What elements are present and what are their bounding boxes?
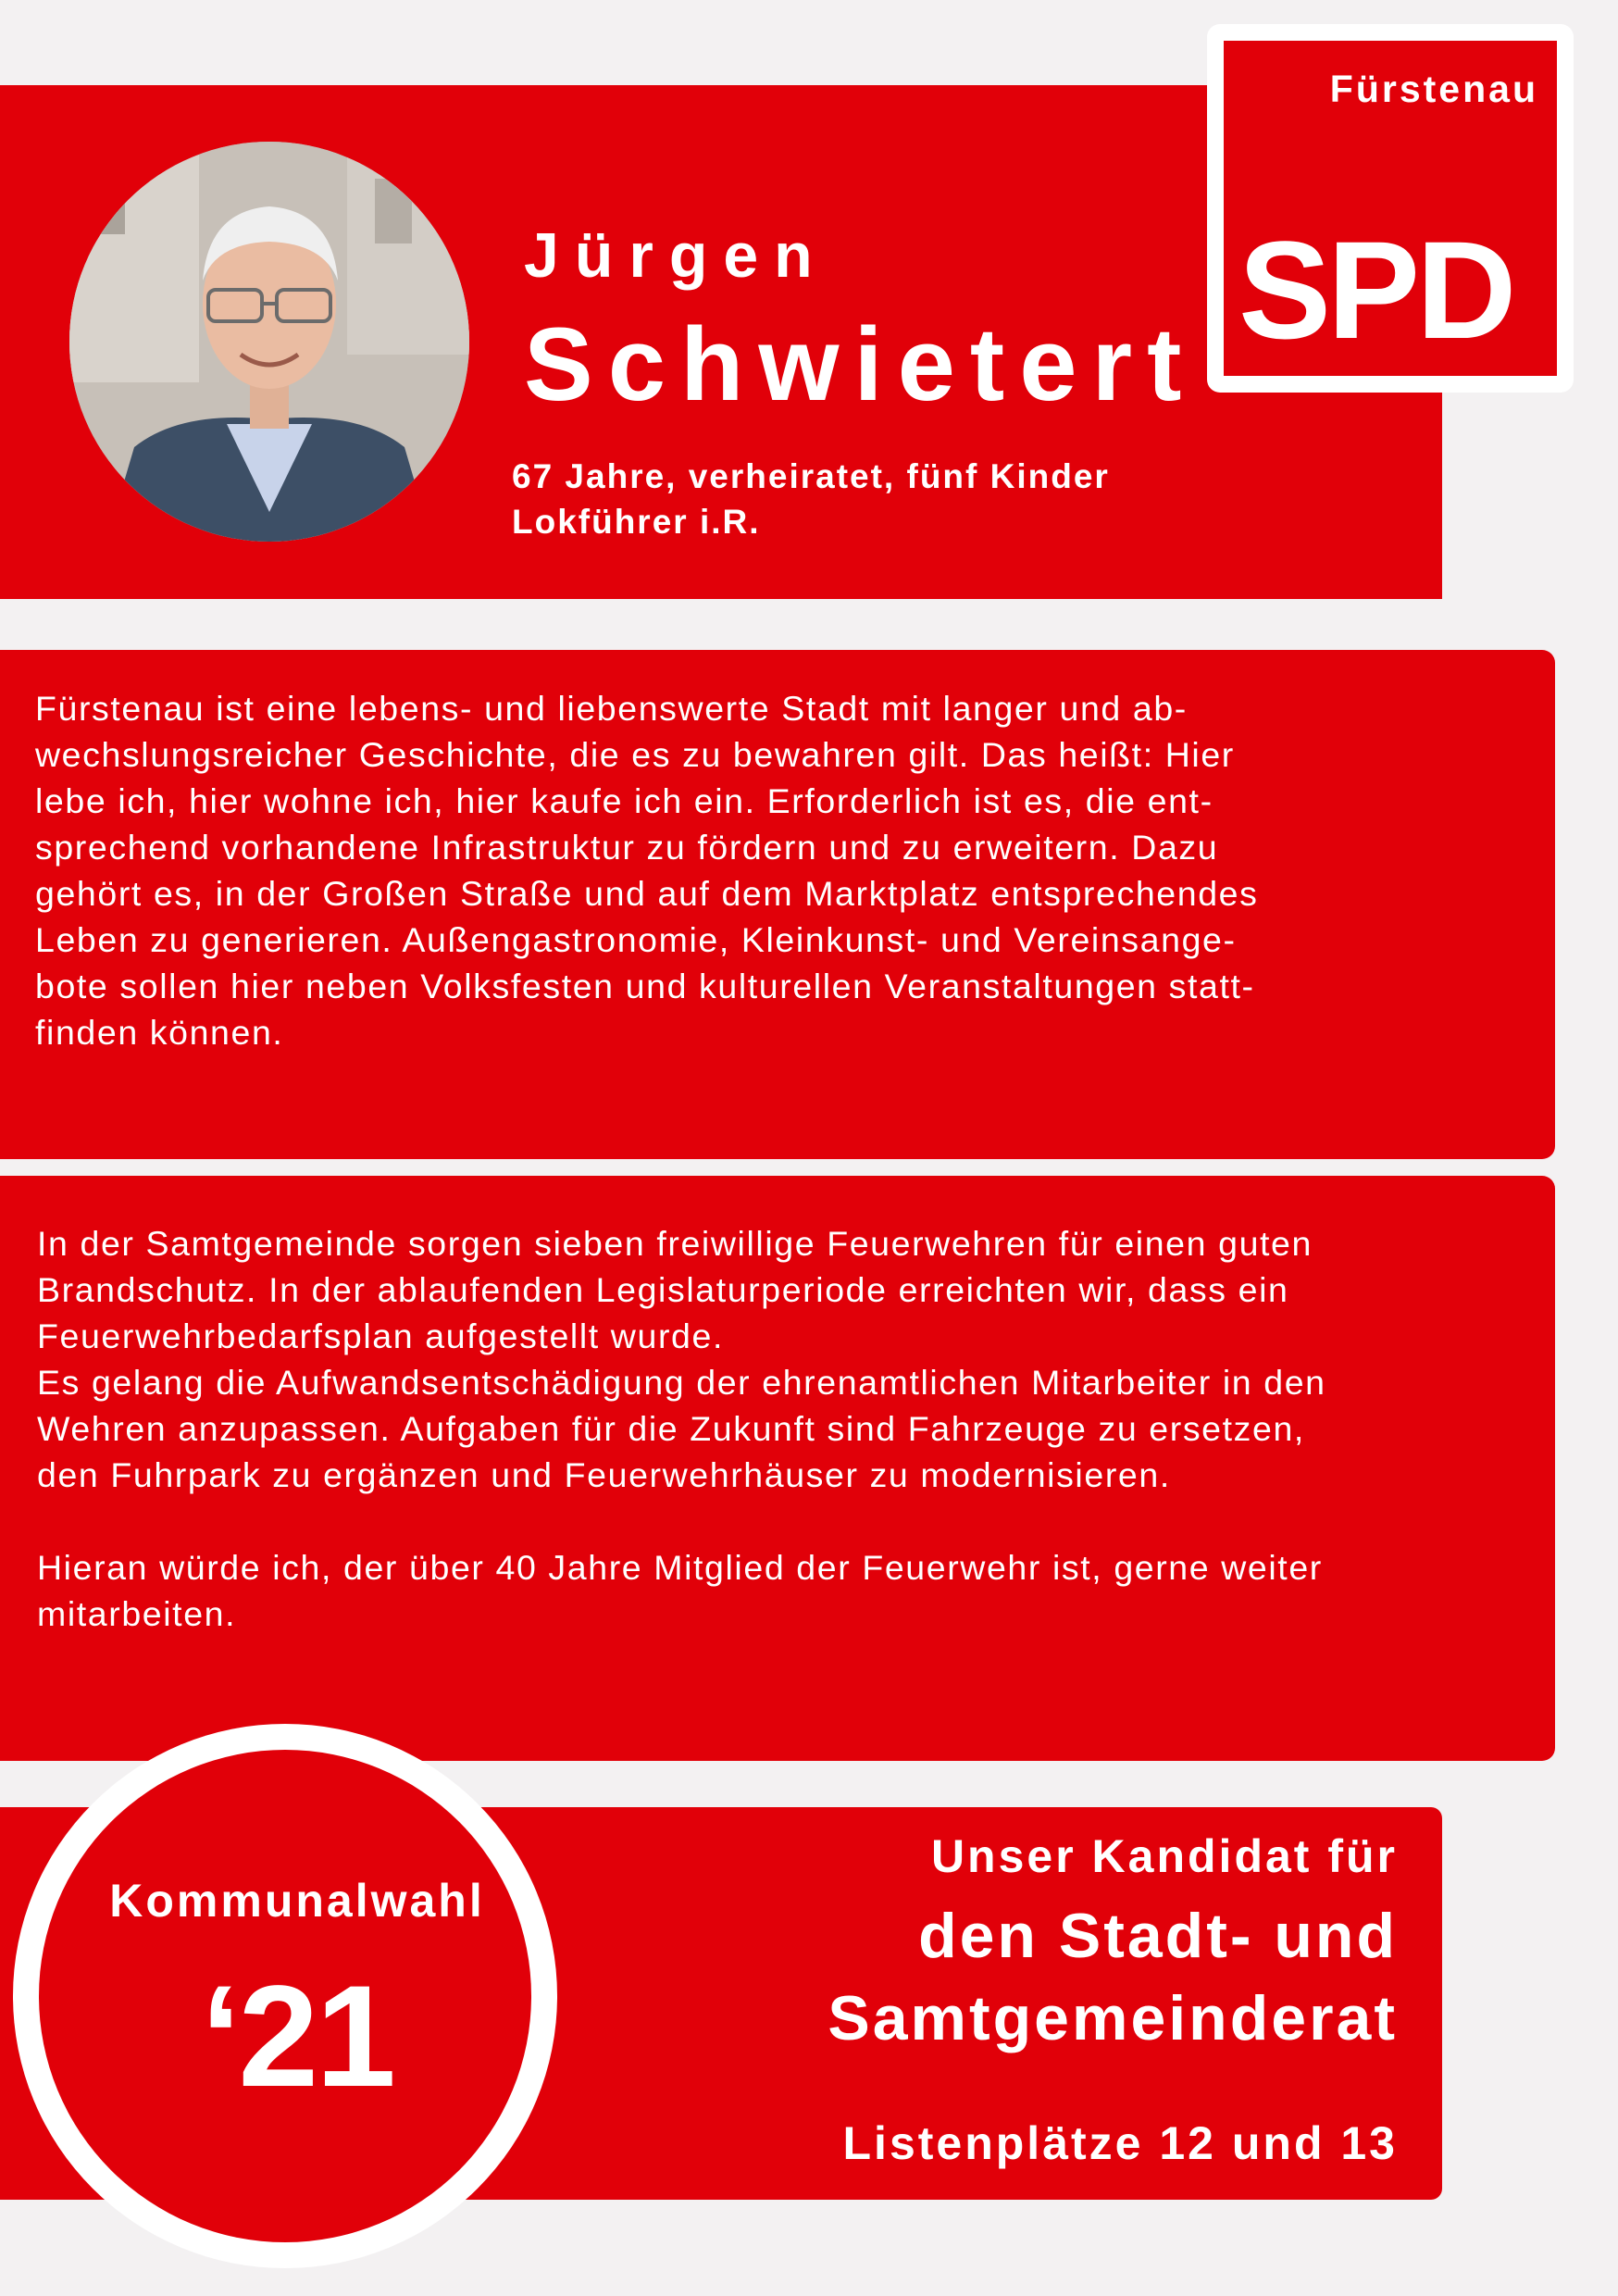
footer-headline: Samtgemeinderat bbox=[828, 1983, 1398, 2053]
logo-party-name: SPD bbox=[1238, 212, 1513, 368]
candidate-first-name: Jürgen bbox=[524, 220, 828, 291]
candidate-bio-line: 67 Jahre, verheiratet, fünf Kinder bbox=[512, 457, 1110, 495]
footer-headline: den Stadt- und bbox=[918, 1901, 1398, 1971]
logo-place-name: Fürstenau bbox=[1329, 68, 1538, 110]
text-panel-city bbox=[0, 650, 1555, 1159]
election-year: ‘21 bbox=[201, 1956, 393, 2117]
election-label: Kommunalwahl bbox=[109, 1875, 485, 1927]
panel-text: Fürstenau ist eine lebens- und liebenswerte Stadt mit langer und ab- wechslungsreicher Geschichte, die es zu bewahren gilt. Das heißt: Hier lebe ich, hier wohne ich, hier kaufe ich ein. Erforderlich ist es, die ent- sprechend vorhandene Infrastruktur zu fördern und zu erweitern. Dazu gehört es, in der Großen Straße und auf dem Marktplatz entsprechendes Leben zu generieren. Außengastronomie, Kleinkunst- und Vereinsange- bote sollen hier neben Volksfesten und kulturellen Veranstaltungen statt- finden können. bbox=[35, 689, 1259, 1052]
text-panel-fire-brigade bbox=[0, 1176, 1555, 1761]
candidate-occupation: Lokführer i.R. bbox=[512, 503, 761, 541]
footer-line: Unser Kandidat für bbox=[930, 1830, 1398, 1882]
footer-list-positions: Listenplätze 12 und 13 bbox=[842, 2117, 1398, 2169]
candidate-photo bbox=[69, 142, 469, 542]
candidate-last-name: Schwietert bbox=[524, 306, 1197, 422]
panel-text: In der Samtgemeinde sorgen sieben freiwillige Feuerwehren für einen guten Brandschutz. In der ablaufenden Legislaturperiode erreichten wir, dass ein Feuerwehrbedarfsplan aufgestellt wurde. Es gelang die Aufwandsentschädigung der ehrenamtlichen Mitarbeiter in den Wehren anzupassen. Aufgaben für die Zukunft sind Fahrzeuge zu ersetzen, den Fuhrpark zu ergänzen und Feuerwehrhäuser zu modernisieren. Hieran würde ich, der über 40 Jahre Mitglied der Feuerwehr ist, gerne weiter mitarbeiten. bbox=[37, 1224, 1326, 1633]
